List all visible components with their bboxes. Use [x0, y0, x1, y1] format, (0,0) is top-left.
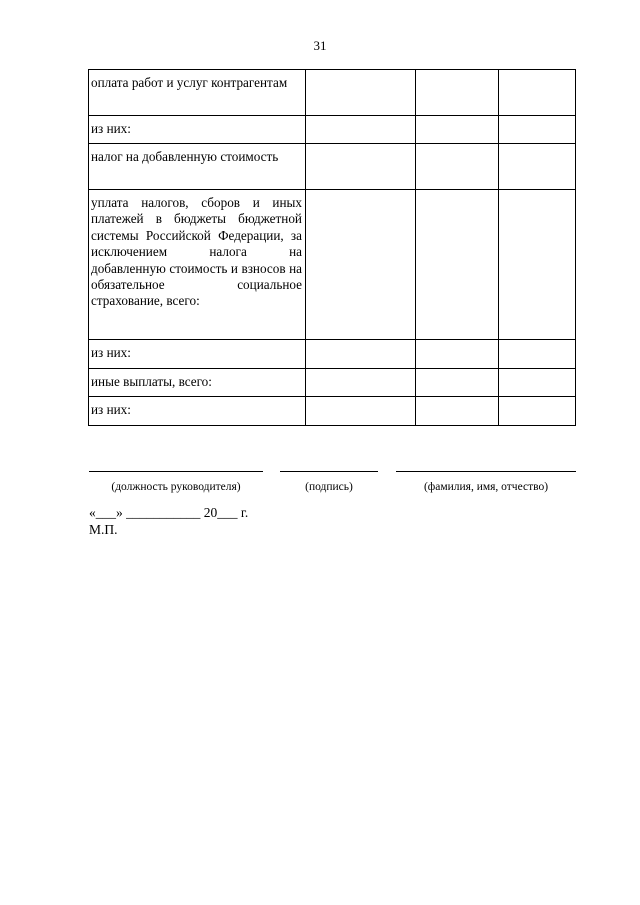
date-line: «___» ___________ 20___ г.: [89, 505, 249, 520]
table-cell: [416, 340, 499, 369]
signature-caption: (подпись): [305, 481, 353, 493]
row-label-vat: налог на добавленную стоимость: [89, 144, 306, 190]
row-label-of-which: из них:: [89, 397, 306, 426]
row-label-of-which: из них:: [89, 340, 306, 369]
table-cell: [306, 70, 416, 116]
table-cell: [416, 144, 499, 190]
table-cell: [499, 116, 576, 144]
table-cell: [306, 144, 416, 190]
table-row: [89, 340, 576, 369]
table-cell: [416, 397, 499, 426]
row-label-other-payments: иные выплаты, всего:: [89, 369, 306, 397]
table-cell: [499, 70, 576, 116]
name-signature-line: [396, 471, 576, 472]
table-cell: [499, 397, 576, 426]
table-cell: [306, 369, 416, 397]
table-cell: [499, 369, 576, 397]
position-signature-line: [89, 471, 263, 472]
page-number: 31: [313, 38, 327, 53]
row-label-taxes: уплата налогов, сборов и иных платежей в бюджеты бюджетной системы Российской Федерации, за исключением налога на добавленную стоимость и взносов на обязательное социальное страхование, всего:: [89, 190, 306, 340]
signature-line: [280, 471, 378, 472]
row-label-of-which: из них:: [89, 116, 306, 144]
position-caption: (должность руководителя): [111, 481, 241, 493]
table-cell: [499, 340, 576, 369]
table-cell: [306, 116, 416, 144]
table-cell: [306, 397, 416, 426]
table-cell: [499, 144, 576, 190]
table-cell: [306, 340, 416, 369]
table-row: [89, 397, 576, 426]
row-label-contractors: оплата работ и услуг контрагентам: [89, 70, 306, 116]
table-row: [89, 369, 576, 397]
table-cell: [499, 190, 576, 340]
name-caption: (фамилия, имя, отчество): [423, 481, 549, 493]
table-cell: [416, 70, 499, 116]
table-row: [89, 116, 576, 144]
table-row: [89, 70, 576, 116]
table-row: [89, 190, 576, 340]
report-table: [88, 69, 576, 426]
table-cell: [416, 190, 499, 340]
table-row: [89, 144, 576, 190]
table-cell: [416, 369, 499, 397]
table-cell: [416, 116, 499, 144]
table-cell: [306, 190, 416, 340]
stamp-placeholder: М.П.: [89, 522, 118, 537]
